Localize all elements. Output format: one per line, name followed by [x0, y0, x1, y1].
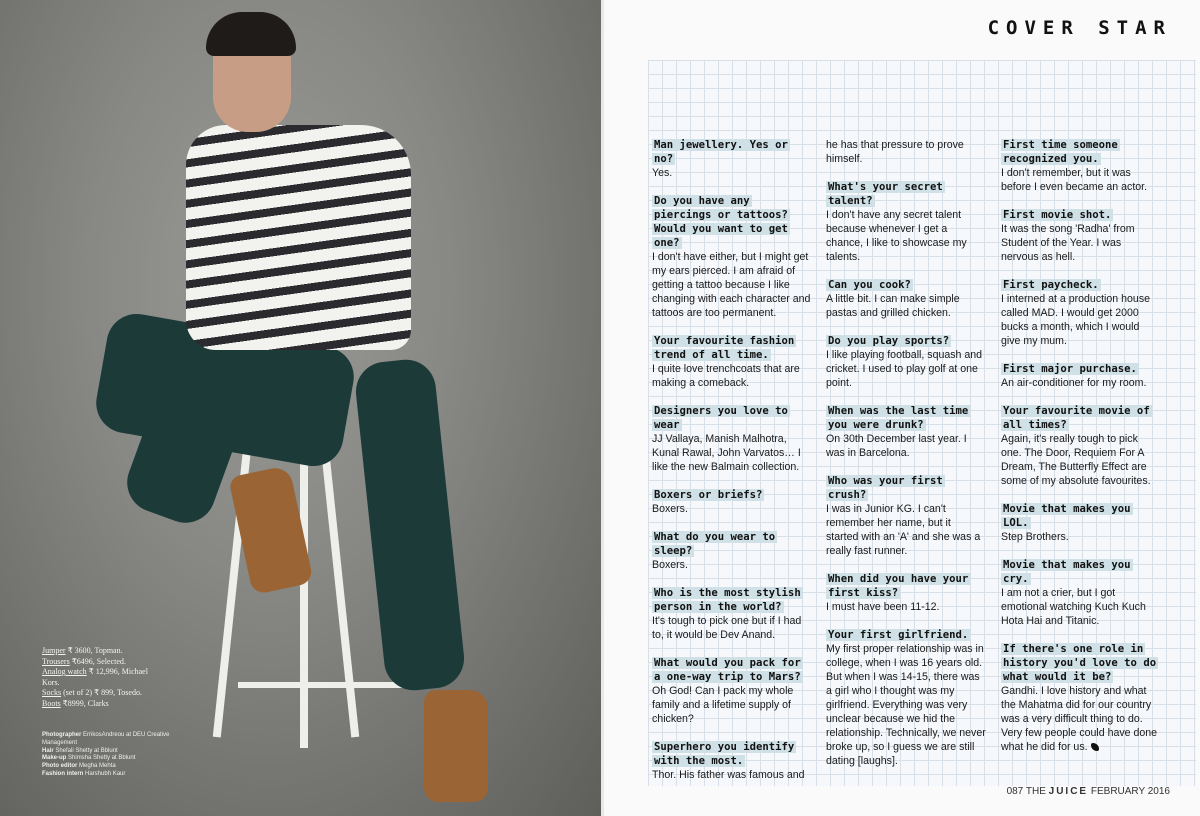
- stool-rung: [238, 682, 408, 688]
- qa-item: [826, 334, 986, 390]
- qa-item: [826, 572, 986, 614]
- qa-item: [1001, 642, 1161, 754]
- trousers-leg: [353, 357, 467, 694]
- qa-item: [826, 404, 986, 460]
- credit-line: Boots ₹8999, Clarks: [42, 698, 109, 708]
- qa-column-3: [1001, 138, 1161, 768]
- answer: An air-conditioner for my room.: [1001, 377, 1147, 389]
- answer: Oh God! Can I pack my whole family and a lifetime supply of chicken?: [652, 685, 794, 725]
- qa-item: [652, 740, 812, 782]
- qa-item: [1001, 138, 1161, 194]
- question: Who was your first crush?: [828, 475, 943, 501]
- question: Designers you love to wear: [654, 405, 788, 431]
- qa-item: [652, 138, 812, 180]
- answer: Boxers.: [652, 559, 688, 571]
- footer-the: THE: [1025, 786, 1046, 797]
- photo-credit-line: Fashion intern Harshubh Kaur: [42, 770, 126, 777]
- question: Boxers or briefs?: [654, 489, 763, 501]
- qa-column-2: [826, 138, 986, 782]
- answer: I quite love trenchcoats that are making a comeback.: [652, 363, 800, 389]
- page-footer: [1007, 786, 1170, 797]
- qa-item: [1001, 278, 1161, 348]
- answer: I must have been 11-12.: [826, 601, 940, 613]
- answer: It was the song 'Radha' from Student of the Year. I was nervous as hell.: [1001, 223, 1135, 263]
- qa-item: [652, 194, 812, 320]
- question: When did you have your first kiss?: [828, 573, 969, 599]
- answer: JJ Vallaya, Manish Malhotra, Kunal Rawal, John Varvatos… I like the new Balmain collection.: [652, 433, 801, 473]
- credit-line: Socks (set of 2) ₹ 899, Tosedo.: [42, 688, 142, 697]
- section-title: COVER STAR: [987, 17, 1172, 39]
- answer: My first proper relationship was in college, when I was 16 years old. But when I was 14-15, there was a girl who I thought was my girlfriend. Everything was very unclear because we hid the relationship. Technically, we never broke up, so I guess we are still dating [laughs].: [826, 643, 986, 767]
- qa-item: [1001, 208, 1161, 264]
- question: What do you wear to sleep?: [654, 531, 776, 557]
- magazine-brand: JUICE: [1048, 786, 1089, 797]
- answer: I was in Junior KG. I can't remember her name, but it started with an 'A' and she was a really fast runner.: [826, 503, 981, 557]
- question: Do you play sports?: [828, 335, 950, 347]
- end-mark-icon: [1091, 743, 1099, 751]
- photo-credit-line: Hair Shefali Shetty at Bblunt: [42, 747, 118, 754]
- answer: It's tough to pick one but if I had to, it would be Dev Anand.: [652, 615, 802, 641]
- answer: A little bit. I can make simple pastas and grilled chicken.: [826, 293, 960, 319]
- answer: Yes.: [652, 167, 673, 179]
- model-hair: [206, 12, 296, 56]
- qa-item: [652, 656, 812, 726]
- question: Your favourite movie of all times?: [1003, 405, 1150, 431]
- qa-item: [826, 138, 986, 166]
- qa-item: [1001, 362, 1161, 390]
- issue-date: FEBRUARY 2016: [1090, 786, 1170, 797]
- answer: Thor. His father was famous and: [652, 769, 805, 781]
- credit-line: Trousers ₹6496, Selected.: [42, 656, 126, 666]
- qa-item: [826, 180, 986, 264]
- question: When was the last time you were drunk?: [828, 405, 969, 431]
- question: First time someone recognized you.: [1003, 139, 1118, 165]
- answer: On 30th December last year. I was in Barcelona.: [826, 433, 967, 459]
- credit-line: Jumper ₹ 3600, Topman.: [42, 646, 123, 655]
- boot: [424, 690, 488, 802]
- answer: I don't remember, but it was before I even became an actor.: [1001, 167, 1148, 193]
- answer-continued: he has that pressure to prove himself.: [826, 139, 964, 165]
- answer: I don't have any secret talent because whenever I get a chance, I like to showcase my talents.: [826, 209, 967, 263]
- qa-item: [652, 488, 812, 516]
- qa-item: [826, 474, 986, 558]
- qa-page: [604, 0, 1200, 816]
- qa-item: [826, 628, 986, 768]
- photo-credit-line: Photographer ErrikosAndreou at DEU Creative Management: [42, 732, 170, 746]
- answer: I like playing football, squash and cricket. I used to play golf at one point.: [826, 349, 983, 389]
- question: Your first girlfriend.: [828, 629, 969, 641]
- credit-line: Analog watch ₹ 12,996, Michael Kors.: [42, 667, 148, 687]
- qa-item: [1001, 558, 1161, 628]
- striped-sweater: [186, 125, 411, 350]
- qa-item: [652, 586, 812, 642]
- answer: Again, it's really tough to pick one. The Door, Requiem For A Dream, The Butterfly Effect are some of my absolute favourites.: [1001, 433, 1151, 487]
- photo-credits: [42, 732, 192, 779]
- question: First major purchase.: [1003, 363, 1137, 375]
- question: First movie shot.: [1003, 209, 1112, 221]
- question: Man jewellery. Yes or no?: [654, 139, 788, 165]
- qa-column-1: [652, 138, 812, 796]
- question: Superhero you identify with the most.: [654, 741, 795, 767]
- question: Who is the most stylish person in the world?: [654, 587, 801, 613]
- answer: I interned at a production house called MAD. I would get 2000 bucks a month, which I would give my mum.: [1001, 293, 1151, 347]
- question: What would you pack for a one-way trip to Mars?: [654, 657, 801, 683]
- qa-item: [652, 530, 812, 572]
- qa-item: [1001, 502, 1161, 544]
- question: What's your secret talent?: [828, 181, 943, 207]
- question: First paycheck.: [1003, 279, 1099, 291]
- answer: Gandhi. I love history and what the Mahatma did for our country was a very difficult thing to do. Very few people could have done what he did for us.: [1001, 685, 1158, 753]
- answer: Step Brothers.: [1001, 531, 1069, 543]
- answer: I am not a crier, but I got emotional watching Kuch Kuch Hota Hai and Titanic.: [1001, 587, 1146, 627]
- answer: Boxers.: [652, 503, 688, 515]
- question: Can you cook?: [828, 279, 911, 291]
- styling-credits: [42, 646, 162, 709]
- photo-credit-line: Make-up Shimsha Shetty at Bblunt: [42, 755, 136, 762]
- qa-item: [652, 404, 812, 474]
- qa-item: [1001, 404, 1161, 488]
- question: Movie that makes you LOL.: [1003, 503, 1131, 529]
- photo-credit-line: Photo editor Megha Mehta: [42, 763, 116, 770]
- question: If there's one role in history you'd love to do what would it be?: [1003, 643, 1157, 683]
- answer: I don't have either, but I might get my ears pierced. I am afraid of getting a tattoo because I like changing with each character and tattoos are too permanent.: [652, 251, 811, 319]
- question: Do you have any piercings or tattoos? Would you want to get one?: [654, 195, 788, 249]
- question: Movie that makes you cry.: [1003, 559, 1131, 585]
- question: Your favourite fashion trend of all time.: [654, 335, 795, 361]
- qa-item: [826, 278, 986, 320]
- page-number: 087: [1006, 786, 1024, 797]
- qa-item: [652, 334, 812, 390]
